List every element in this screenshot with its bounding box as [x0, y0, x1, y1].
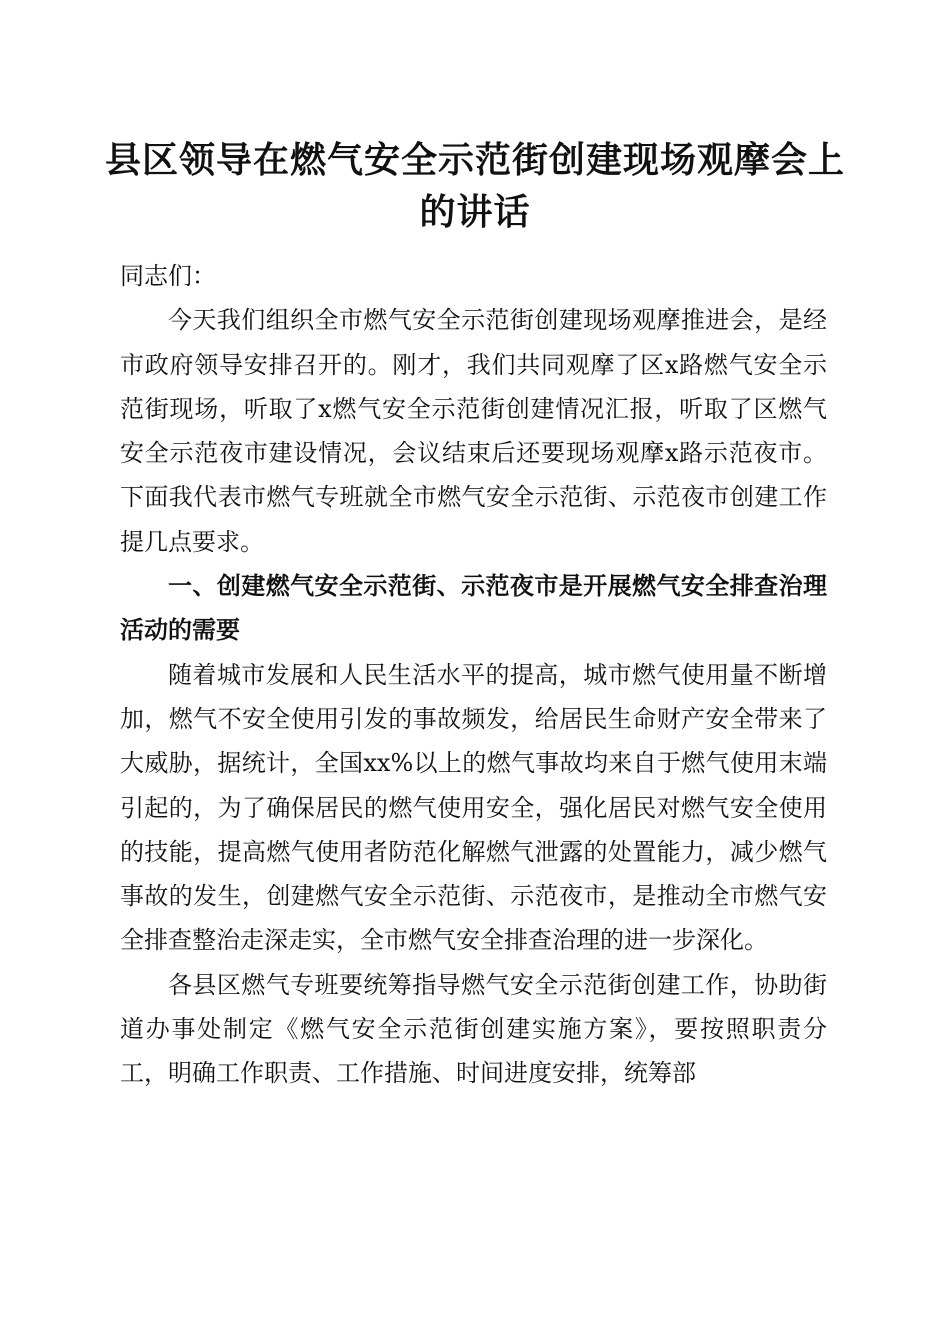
document-title: 县区领导在燃气安全示范街创建现场观摩会上的讲话: [104, 139, 845, 233]
intro-paragraph: 今天我们组织全市燃气安全示范街创建现场观摩推进会，是经市政府领导安排召开的。刚才，我们共同观摩了区x路燃气安全示范街现场，听取了x燃气安全示范街创建情况汇报，听取了区燃气安全示范夜市建设情况，会议结束后还要现场观摩x路示范夜市。下面我代表市燃气专班就全市燃气安全示范街、示范夜市创建工作提几点要求。: [120, 306, 827, 556]
salutation: 同志们：: [120, 262, 216, 290]
section-heading: 一、创建燃气安全示范街、示范夜市是开展燃气安全排查治理活动的需要: [120, 572, 827, 645]
document-body: [120, 254, 827, 1096]
section-paragraph: 各县区燃气专班要统筹指导燃气安全示范街创建工作，协助街道办事处制定《燃气安全示范街创建实施方案》，要按照职责分工，明确工作职责、工作措施、时间进度安排，统筹部: [120, 970, 827, 1088]
section-paragraph: 随着城市发展和人民生活水平的提高，城市燃气使用量不断增加，燃气不安全使用引发的事故频发，给居民生命财产安全带来了大威胁，据统计，全国xx%以上的燃气事故均来自于燃气使用末端引起的，为了确保居民的燃气使用安全，强化居民对燃气安全使用的技能，提高燃气使用者防范化解燃气泄露的处置能力，减少燃气事故的发生，创建燃气安全示范街、示范夜市，是推动全市燃气安全排查整治走深走实，全市燃气安全排查治理的进一步深化。: [120, 660, 827, 955]
